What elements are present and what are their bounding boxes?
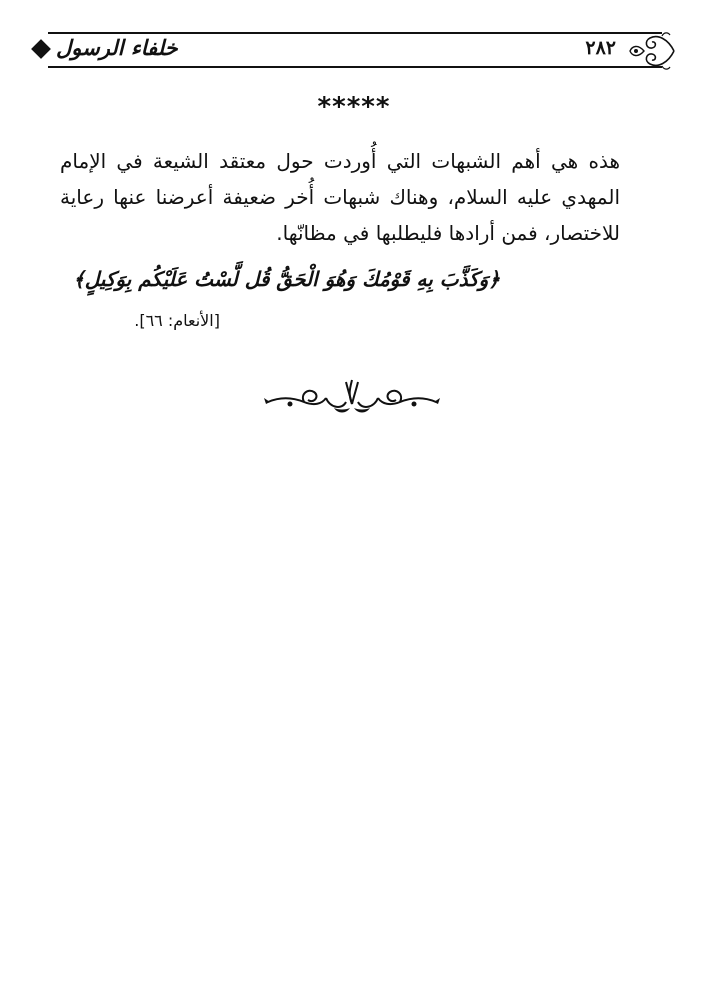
quran-verse: ﴿وَكَذَّبَ بِهِ قَوْمُكَ وَهُوَ الْحَقُّ قُل لَّسْتُ عَلَيْكُم بِوَكِيلٍ﴾ [72,267,500,291]
header-bottom-rule [48,66,662,68]
verse-reference: [الأنعام: ٦٦]. [134,311,220,330]
body-paragraph: هذه هي أهم الشبهات التي أُوردت حول معتقد الشيعة في الإمام المهدي عليه السلام، وهناك شبهات أُخر ضعيفة أعرضنا عنها رعاية للاختصار، فمن أرادها فليطلبها في مظانّها. [60,149,620,245]
header-top-rule [48,32,662,34]
ornamental-divider-icon [264,374,440,418]
diamond-icon [31,39,51,59]
page-header [34,32,676,68]
section-separator-stars: ***** [317,92,391,122]
book-title: خلفاء الرسول [56,35,178,60]
page-number: ٢٨٢ [585,37,616,59]
floral-ornament-icon [624,30,676,72]
